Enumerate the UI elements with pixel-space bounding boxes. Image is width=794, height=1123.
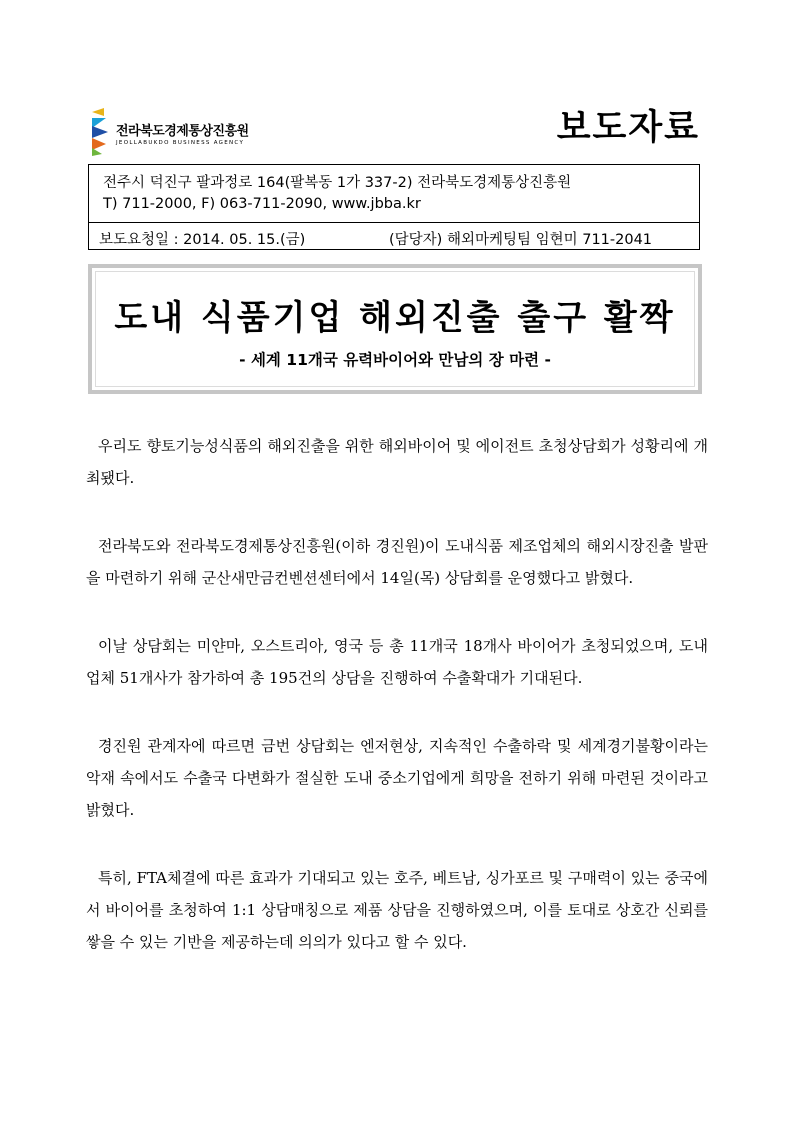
logo-mark-icon <box>90 108 114 156</box>
contact-info-box <box>88 164 700 250</box>
organization-logo <box>90 108 310 158</box>
sub-headline: - 세계 11개국 유력바이어와 만남의 장 마련 - <box>239 351 551 369</box>
article-body <box>86 430 708 994</box>
contact-info-top <box>89 165 699 223</box>
logo-name-korean: 전라북도경제통상진흥원 <box>116 124 249 139</box>
document-type-heading: 보도자료 <box>556 108 700 148</box>
address-line: 전주시 덕진구 팔과정로 164(팔복동 1가 337-2) 전라북도경제통상진흥원 <box>103 175 572 191</box>
headline-box <box>88 264 702 394</box>
body-paragraph: 특히, FTA체결에 따른 효과가 기대되고 있는 호주, 베트남, 싱가포르 및 구매력이 있는 중국에서 바이어를 초청하여 1:1 상담매칭으로 제품 상담을 진행하였으며, 이를 토대로 상호간 신뢰를 쌓을 수 있는 기반을 제공하는데 의의가 있다고 할 수 있다. <box>86 869 708 951</box>
phone-fax-web-line: T) 711-2000, F) 063-711-2090, www.jbba.kr <box>103 196 421 212</box>
main-headline: 도내 식품기업 해외진출 출구 활짝 <box>114 298 676 338</box>
body-paragraph: 전라북도와 전라북도경제통상진흥원(이하 경진원)이 도내식품 제조업체의 해외시장진출 발판을 마련하기 위해 군산새만금컨벤션센터에서 14일(목) 상담회를 운영했다고 밝혔다. <box>86 537 708 587</box>
body-paragraph: 경진원 관계자에 따르면 금번 상담회는 엔저현상, 지속적인 수출하락 및 세계경기불황이라는 악재 속에서도 수출국 다변화가 절실한 도내 중소기업에게 희망을 전하기 위해 마련된 것이라고 밝혔다. <box>86 737 708 819</box>
logo-name-english: JEOLLABUKDO BUSINESS AGENCY <box>116 140 245 146</box>
request-date: 보도요청일 : 2014. 05. 15.(금) <box>99 232 306 248</box>
person-in-charge: (담당자) 해외마케팅팀 임현미 711-2041 <box>389 232 653 248</box>
body-paragraph: 이날 상담회는 미얀마, 오스트리아, 영국 등 총 11개국 18개사 바이어가 초청되었으며, 도내업체 51개사가 참가하여 총 195건의 상담을 진행하여 수출확대가 기대된다. <box>86 637 708 687</box>
body-paragraph: 우리도 향토기능성식품의 해외진출을 위한 해외바이어 및 에이전트 초청상담회가 성황리에 개최됐다. <box>86 437 708 487</box>
